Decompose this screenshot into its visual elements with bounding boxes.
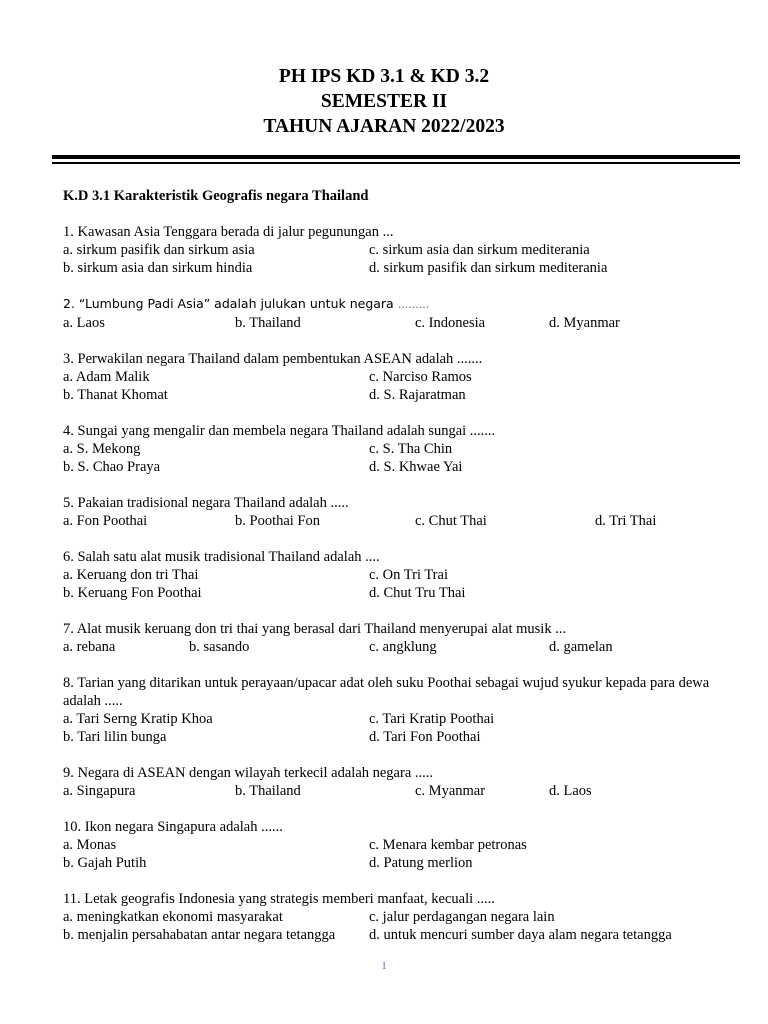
question-10 — [63, 818, 743, 872]
option-c: c. Tari Kratip Poothai — [369, 711, 495, 727]
option-c: c. jalur perdagangan negara lain — [369, 909, 555, 925]
option-c: c. sirkum asia dan sirkum mediterania — [369, 242, 590, 258]
question-text: 5. Pakaian tradisional negara Thailand adalah ..... — [63, 495, 349, 511]
option-a: a. Fon Poothai — [63, 513, 148, 529]
option-row — [63, 926, 743, 944]
option-b: b. Thailand — [235, 315, 301, 331]
option-row — [63, 314, 743, 332]
option-a: a. Keruang don tri Thai — [63, 567, 199, 583]
header-divider-thin — [52, 162, 740, 164]
question-text: 4. Sungai yang mengalir dan membela negara Thailand adalah sungai ....... — [63, 423, 496, 439]
option-row — [63, 710, 743, 728]
option-a: a. sirkum pasifik dan sirkum asia — [63, 242, 255, 258]
option-a: a. S. Mekong — [63, 441, 141, 457]
option-row — [63, 782, 743, 800]
option-row — [63, 584, 743, 602]
option-row — [63, 836, 743, 854]
option-a: a. Adam Malik — [63, 369, 150, 385]
header-divider-thick — [52, 155, 740, 159]
option-b: b. Thanat Khomat — [63, 387, 168, 403]
option-a: a. Monas — [63, 837, 117, 853]
option-b: b. sasando — [189, 639, 250, 655]
option-row — [63, 241, 743, 259]
question-text: 8. Tarian yang ditarikan untuk perayaan/upacar adat oleh suku Poothai sebagai wujud syukur kepada para dewa adalah ..... — [63, 675, 710, 709]
option-c: c. S. Tha Chin — [369, 441, 453, 457]
question-text: 11. Letak geografis Indonesia yang strategis memberi manfaat, kecuali ..... — [63, 891, 495, 907]
question-5 — [63, 494, 743, 530]
option-a: a. Singapura — [63, 783, 136, 799]
option-b: b. Keruang Fon Poothai — [63, 585, 202, 601]
option-d: d. Laos — [549, 783, 592, 799]
option-d: d. Tri Thai — [595, 513, 657, 529]
question-text: 7. Alat musik keruang don tri thai yang berasal dari Thailand menyerupai alat musik ... — [63, 621, 567, 637]
option-row — [63, 908, 743, 926]
option-b: b. sirkum asia dan sirkum hindia — [63, 260, 253, 276]
option-d: d. Patung merlion — [369, 855, 473, 871]
document-header — [0, 64, 768, 139]
question-8 — [63, 674, 743, 746]
question-11 — [63, 890, 743, 944]
option-d: d. untuk mencuri sumber daya alam negara tetangga — [369, 927, 672, 943]
option-d: d. S. Rajaratman — [369, 387, 466, 403]
question-text: 1. Kawasan Asia Tenggara berada di jalur pegunungan ... — [63, 224, 394, 240]
option-d: d. S. Khwae Yai — [369, 459, 463, 475]
option-b: b. Poothai Fon — [235, 513, 320, 529]
question-text: 6. Salah satu alat musik tradisional Thailand adalah .... — [63, 549, 380, 565]
question-text: 10. Ikon negara Singapura adalah ...... — [63, 819, 283, 835]
question-7 — [63, 620, 743, 656]
option-b: b. Gajah Putih — [63, 855, 147, 871]
option-c: c. angklung — [369, 639, 437, 655]
question-2 — [63, 295, 743, 332]
section-title: K.D 3.1 Karakteristik Geografis negara Thailand — [63, 188, 369, 204]
option-d: d. Chut Tru Thai — [369, 585, 466, 601]
option-c: c. Menara kembar petronas — [369, 837, 527, 853]
question-text: 9. Negara di ASEAN dengan wilayah terkecil adalah negara ..... — [63, 765, 434, 781]
option-d: d. gamelan — [549, 639, 613, 655]
header-title: PH IPS KD 3.1 & KD 3.2 — [278, 66, 490, 87]
option-c: c. Narciso Ramos — [369, 369, 472, 385]
option-row — [63, 728, 743, 746]
option-d: d. Tari Fon Poothai — [369, 729, 481, 745]
option-row — [63, 566, 743, 584]
option-d: d. Myanmar — [549, 315, 620, 331]
question-3 — [63, 350, 743, 404]
option-row — [63, 854, 743, 872]
question-9 — [63, 764, 743, 800]
question-text-main: 2. “Lumbung Padi Asia” adalah julukan untuk negara — [63, 296, 394, 311]
option-a: a. Laos — [63, 315, 105, 331]
option-a: a. Tari Serng Kratip Khoa — [63, 711, 213, 727]
header-semester: SEMESTER II — [320, 91, 448, 112]
question-6 — [63, 548, 743, 602]
option-row — [63, 458, 743, 476]
option-c: c. Myanmar — [415, 783, 486, 799]
option-row — [63, 386, 743, 404]
option-row — [63, 512, 743, 530]
question-1 — [63, 223, 743, 277]
option-row — [63, 368, 743, 386]
option-c: c. On Tri Trai — [369, 567, 448, 583]
option-row — [63, 440, 743, 458]
question-blank: ......... — [397, 298, 430, 311]
option-a: a. meningkatkan ekonomi masyarakat — [63, 909, 283, 925]
question-4 — [63, 422, 743, 476]
question-text — [63, 295, 743, 314]
option-b: b. Thailand — [235, 783, 301, 799]
option-b: b. Tari lilin bunga — [63, 729, 167, 745]
header-academic-year: TAHUN AJARAN 2022/2023 — [263, 116, 505, 137]
page-number: 1 — [381, 960, 387, 972]
question-text: 3. Perwakilan negara Thailand dalam pembentukan ASEAN adalah ....... — [63, 351, 483, 367]
option-row — [63, 638, 743, 656]
option-a: a. rebana — [63, 639, 116, 655]
option-d: d. sirkum pasifik dan sirkum mediterania — [369, 260, 608, 276]
question-list — [63, 187, 743, 944]
option-c: c. Chut Thai — [415, 513, 487, 529]
option-b: b. S. Chao Praya — [63, 459, 161, 475]
option-b: b. menjalin persahabatan antar negara tetangga — [63, 927, 336, 943]
option-row — [63, 259, 743, 277]
option-c: c. Indonesia — [415, 315, 486, 331]
